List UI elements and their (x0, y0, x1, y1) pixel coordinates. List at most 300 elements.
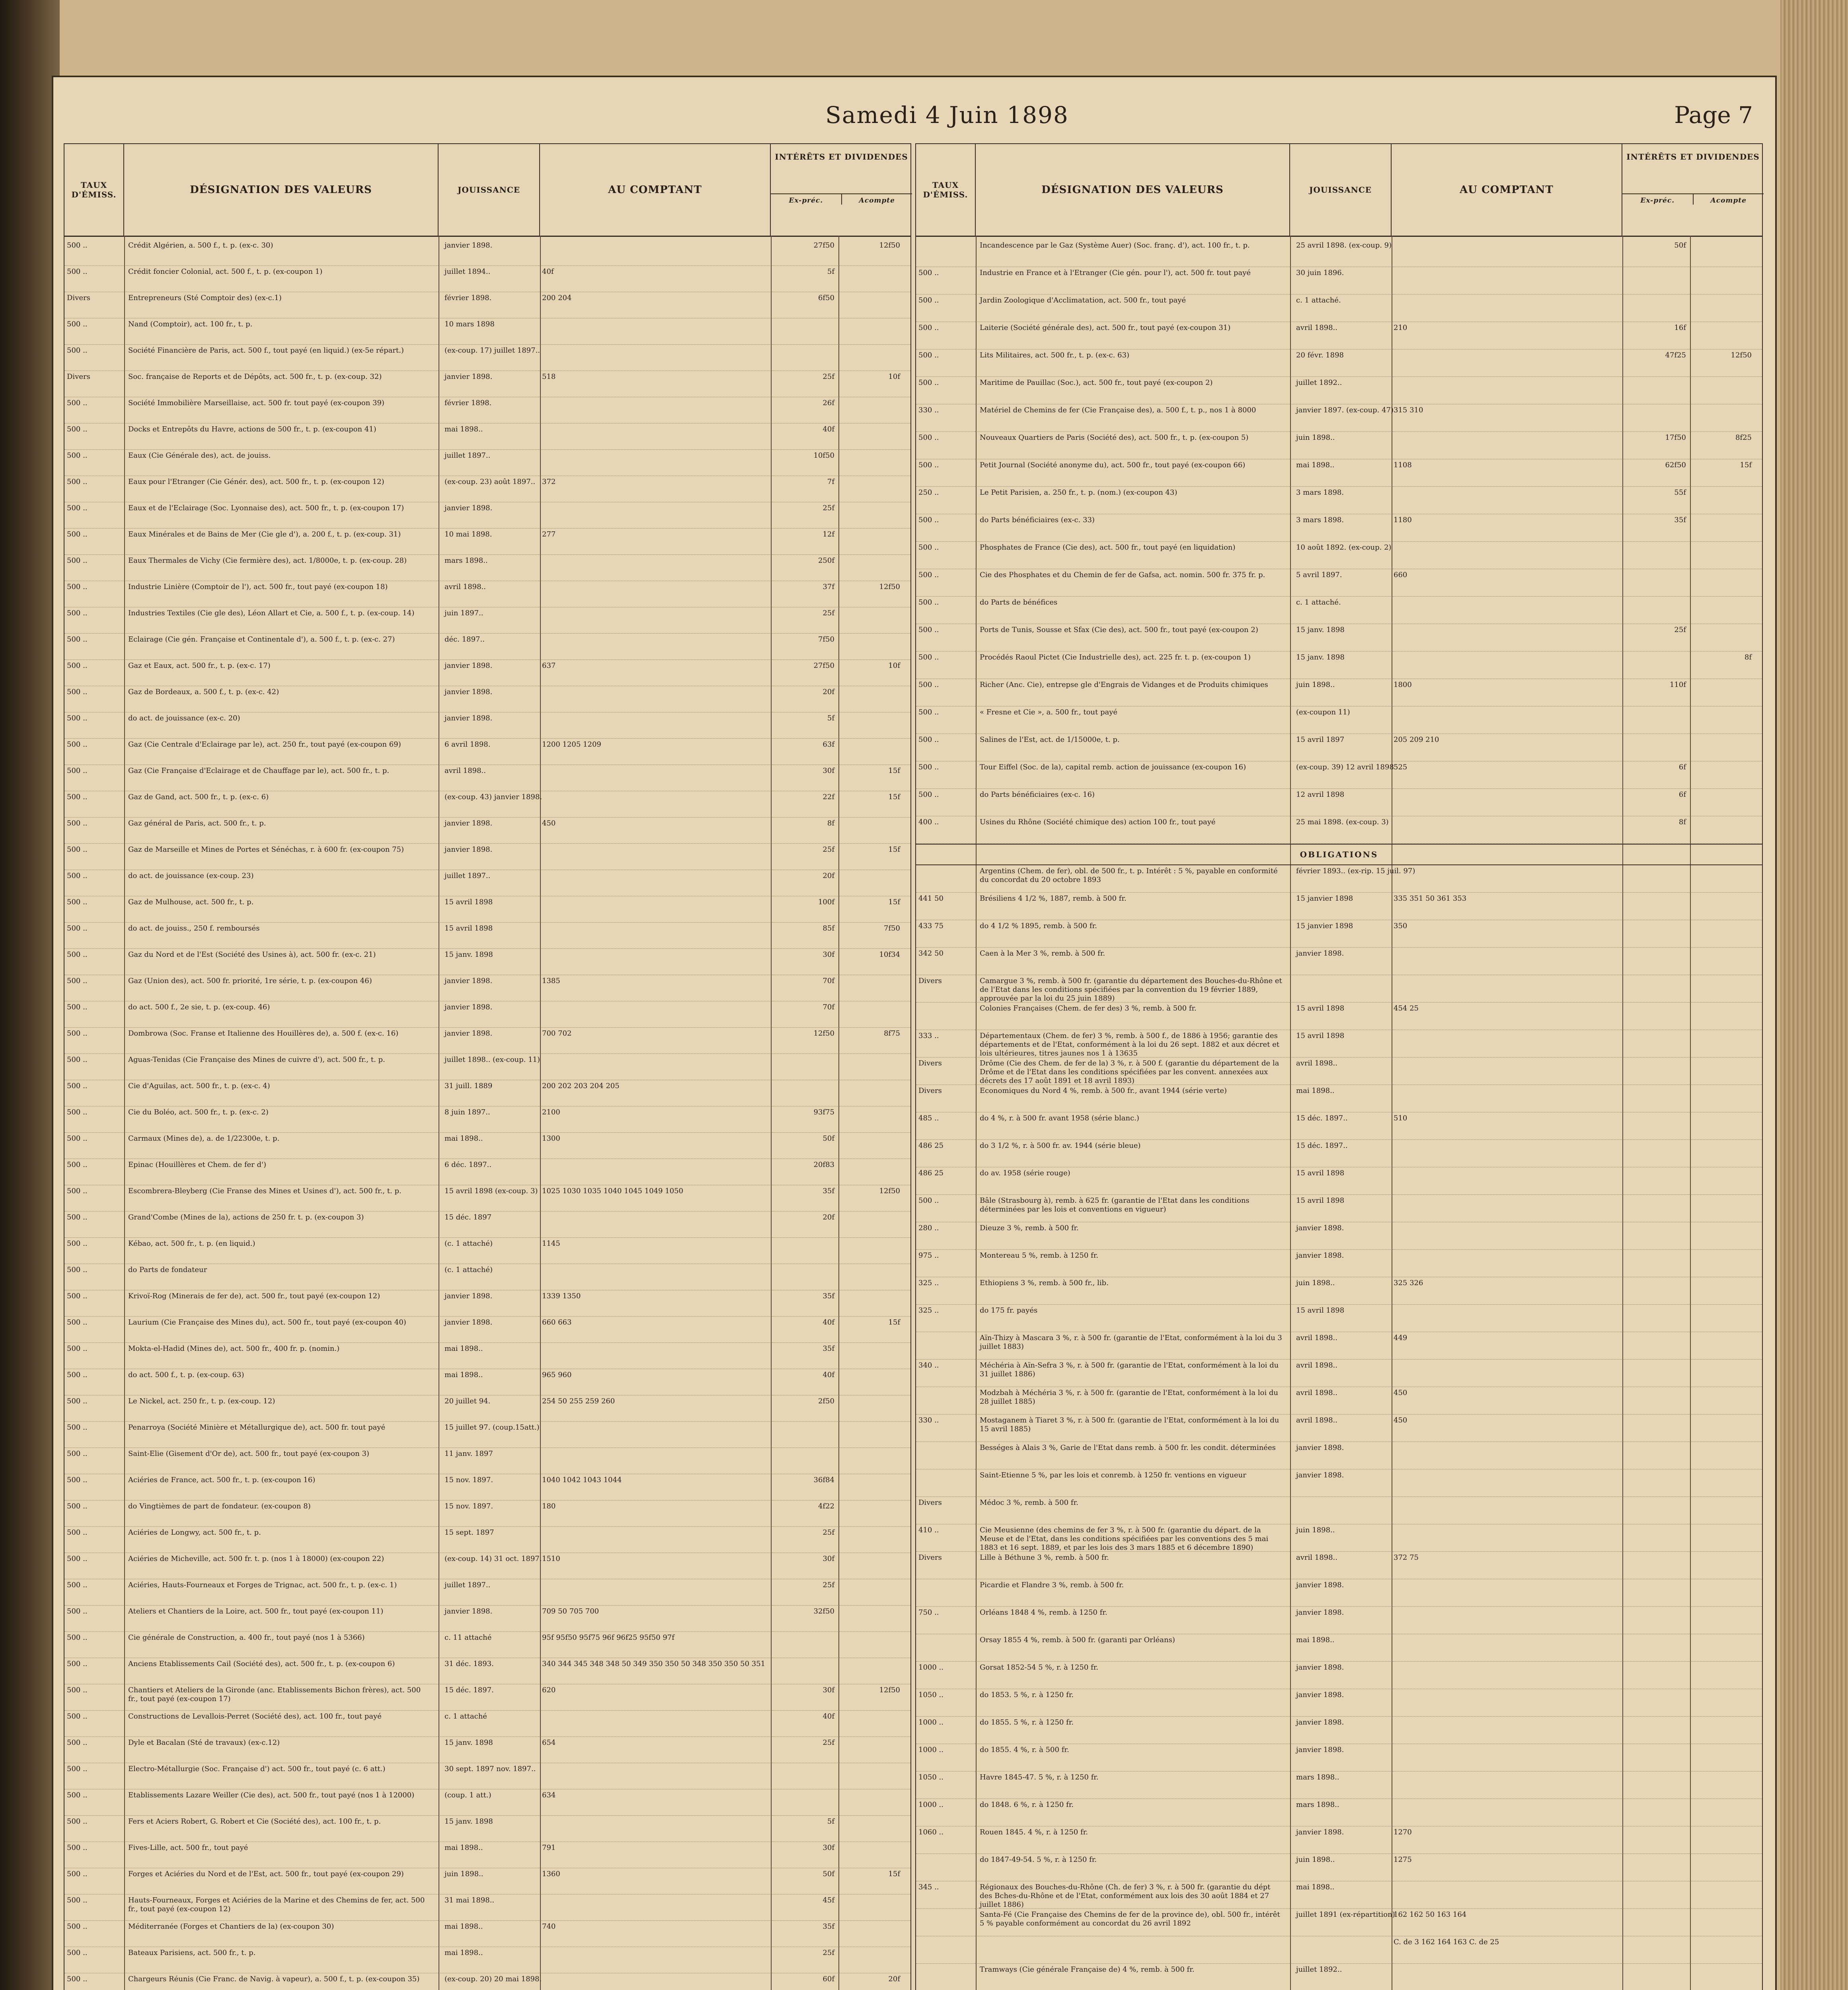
cell-jouissance: juin 1897.. (444, 609, 483, 617)
cell-jouissance: avril 1898.. (1296, 1334, 1337, 1342)
cell-designation: Epinac (Houillères et Chem. de fer d') (128, 1161, 267, 1169)
table-row (916, 349, 1762, 377)
table-row (64, 1317, 910, 1343)
cell-jouissance: mars 1898.. (1296, 1773, 1339, 1781)
cell-taux: 500 .. (67, 1213, 88, 1221)
cell-au-comptant: 518 (542, 373, 556, 381)
cell-designation: Ethiopiens 3 %, remb. à 500 fr., lib. (980, 1279, 1109, 1287)
table-row (916, 1003, 1762, 1030)
table-row (64, 1816, 910, 1842)
table-row (916, 761, 1762, 789)
cell-designation: do Parts bénéficiaires (ex-c. 16) (980, 790, 1095, 799)
table-row (64, 476, 910, 502)
cell-jouissance: janvier 1898. (444, 1003, 493, 1011)
cell-jouissance: 15 avril 1898 (444, 898, 493, 906)
cell-taux: 500 .. (67, 1712, 88, 1721)
table-row (916, 487, 1762, 514)
cell-acompte: 8f (1744, 653, 1752, 661)
cell-designation: do act. de jouiss., 250 f. remboursés (128, 924, 260, 933)
cell-jouissance: janvier 1898. (1296, 1444, 1344, 1452)
cell-jouissance: 25 avril 1898. (ex-coup. 9) (1296, 241, 1392, 250)
cell-taux: 340 .. (918, 1361, 939, 1370)
cell-jouissance: (ex-coup. 39) 12 avril 1898 (1296, 763, 1394, 771)
cell-designation: Société Immobilière Marseillaise, act. 500 fr. tout payé (ex-coupon 39) (128, 399, 384, 407)
cell-jouissance: janvier 1898. (1296, 1251, 1344, 1260)
table-row (64, 1973, 910, 1990)
table-row (64, 1579, 910, 1606)
cell-au-comptant: 654 (542, 1738, 556, 1747)
cell-acompte: 15f (1740, 461, 1752, 469)
cell-au-comptant: 372 75 (1394, 1553, 1419, 1562)
cell-jouissance: 3 mars 1898. (1296, 516, 1344, 524)
table-row (916, 240, 1762, 267)
cell-jouissance: 15 déc. 1897 (444, 1213, 492, 1221)
table-row (64, 1369, 910, 1395)
table-row (916, 542, 1762, 569)
table-row (916, 1662, 1762, 1689)
cell-ex-prec: 20f (823, 1213, 834, 1221)
col-au-comptant-right: AU COMPTANT (1392, 144, 1622, 236)
cell-ex-prec: 25f (1674, 626, 1686, 634)
table-row (916, 295, 1762, 322)
table-row (916, 569, 1762, 597)
cell-designation: Fives-Lille, act. 500 fr., tout payé (128, 1844, 248, 1852)
cell-jouissance: avril 1898.. (1296, 1361, 1337, 1370)
cell-ex-prec: 35f (1674, 516, 1686, 524)
table-row (916, 865, 1762, 893)
cell-jouissance: janvier 1898. (444, 1029, 493, 1038)
cell-taux: 500 .. (918, 626, 939, 634)
table-row (64, 765, 910, 791)
cell-jouissance: 31 déc. 1893. (444, 1660, 494, 1668)
cell-jouissance: c. 1 attaché. (1296, 296, 1341, 304)
page-edges (1780, 0, 1848, 1990)
cell-taux: 500 .. (67, 977, 88, 985)
cell-taux: 500 .. (67, 1108, 88, 1116)
cell-au-comptant: 1270 (1394, 1828, 1412, 1836)
cell-taux: 500 .. (67, 819, 88, 827)
cell-jouissance: 20 févr. 1898 (1296, 351, 1344, 359)
cell-taux: 500 .. (67, 793, 88, 801)
table-row (64, 1001, 910, 1028)
cell-ex-prec: 12f (823, 530, 834, 538)
col-designation: DÉSIGNATION DES VALEURS (124, 144, 439, 236)
cell-designation: Entrepreneurs (Sté Comptoir des) (ex-c.1) (128, 294, 282, 302)
table-row (916, 1112, 1762, 1140)
cell-ex-prec: 8f (827, 819, 834, 827)
cell-jouissance: juillet 1898.. (ex-coup. 11) (444, 1055, 540, 1064)
cell-jouissance: février 1898. (444, 399, 492, 407)
cell-au-comptant: 1800 (1394, 681, 1412, 689)
cell-au-comptant: 1108 (1394, 461, 1412, 469)
cell-designation: Usines du Rhône (Société chimique des) action 100 fr., tout payé (980, 818, 1216, 826)
table-row (916, 377, 1762, 404)
cell-designation: do 1848. 6 %, r. à 1250 fr. (980, 1801, 1074, 1809)
col-acompte: Acompte (859, 197, 895, 205)
cell-jouissance: janvier 1898. (444, 688, 493, 696)
cell-au-comptant: 2100 (542, 1108, 560, 1116)
cell-taux: 433 75 (918, 922, 943, 930)
cell-designation: do 4 %, r. à 500 fr. avant 1958 (série blanc.) (980, 1114, 1139, 1122)
cell-jouissance: 31 mai 1898.. (444, 1896, 495, 1904)
cell-ex-prec: 30f (823, 767, 834, 775)
cell-ex-prec: 110f (1669, 681, 1686, 689)
cell-designation: Dombrowa (Soc. Franse et Italienne des Houillères de), a. 500 f. (ex-c. 16) (128, 1029, 399, 1038)
cell-au-comptant: 372 (542, 478, 556, 486)
cell-au-comptant: 637 (542, 661, 556, 670)
cell-au-comptant: 510 (1394, 1114, 1407, 1122)
cell-taux: 500 .. (918, 790, 939, 799)
cell-au-comptant: 1360 (542, 1870, 560, 1878)
cell-ex-prec: 62f50 (1665, 461, 1686, 469)
table-row (916, 734, 1762, 761)
cell-taux: 500 .. (67, 1029, 88, 1038)
cell-ex-prec: 36f84 (813, 1476, 834, 1484)
cell-jouissance: 30 sept. 1897 nov. 1897.. (444, 1765, 536, 1773)
cell-taux: 500 .. (67, 1292, 88, 1300)
cell-taux: 750 .. (918, 1608, 939, 1617)
cell-designation: Gaz (Cie Centrale d'Eclairage par le), act. 250 fr., tout payé (ex-coupon 69) (128, 740, 401, 749)
col-taux: TAUX D'ÉMISS. (64, 144, 124, 236)
table-row (64, 1632, 910, 1658)
cell-designation: Ports de Tunis, Sousse et Sfax (Cie des), act. 500 fr., tout payé (ex-coupon 2) (980, 626, 1258, 634)
cell-designation: Régionaux des Bouches-du-Rhône (Ch. de fer) 3 %, r. à 500 fr. (garantie du dépt des Bches-du-Rhône et de l'Etat, conformément aux lois des 30 août 1884 et 27 juillet 1886) (980, 1883, 1271, 1909)
table-row (64, 1553, 910, 1579)
table-row (916, 948, 1762, 975)
cell-designation: do 3 1/2 %, r. à 500 fr. av. 1944 (série bleue) (980, 1141, 1141, 1150)
cell-designation: Méchéria à Aïn-Sefra 3 %, r. à 500 fr. (garantie de l'Etat, conformément à la loi du 31 juillet 1886) (980, 1361, 1279, 1378)
cell-jouissance: 15 sept. 1897 (444, 1528, 494, 1537)
cell-taux: 500 .. (67, 1187, 88, 1195)
cell-taux: 500 .. (67, 1686, 88, 1694)
cell-taux: 250 .. (918, 488, 939, 497)
cell-designation: Modzbah à Méchéria 3 %, r. à 500 fr. (garantie de l'Etat, conformément à la loi du 28 juillet 1885) (980, 1389, 1278, 1406)
cell-acompte: 12f50 (879, 241, 900, 250)
cell-designation: do 4 1/2 % 1895, remb. à 500 fr. (980, 922, 1097, 930)
cell-jouissance: mai 1898.. (1296, 1087, 1335, 1095)
cell-au-comptant: 449 (1394, 1334, 1407, 1342)
cell-taux: 500 .. (918, 736, 939, 744)
table-row (916, 432, 1762, 459)
cell-jouissance: 15 juillet 97. (coup.15att.) (444, 1423, 540, 1432)
cell-taux: 500 .. (67, 1239, 88, 1248)
cell-designation: Petit Journal (Société anonyme du), act. 500 fr., tout payé (ex-coupon 66) (980, 461, 1246, 469)
cell-ex-prec: 25f (823, 1581, 834, 1589)
cell-jouissance: janvier 1898. (444, 977, 493, 985)
cell-designation: Le Nickel, act. 250 fr., t. p. (ex-coup. 12) (128, 1397, 275, 1405)
table-row (916, 1140, 1762, 1167)
cell-designation: Jardin Zoologique d'Acclimatation, act. 500 fr., tout payé (980, 296, 1186, 304)
table-row (64, 1238, 910, 1264)
cell-au-comptant: 200 202 203 204 205 (542, 1082, 620, 1090)
cell-ex-prec: 4f22 (818, 1502, 834, 1510)
cell-jouissance: janvier 1898. (444, 714, 493, 722)
cell-designation: Grand'Combe (Mines de la), actions de 250 fr. t. p. (ex-coupon 3) (128, 1213, 364, 1221)
cell-jouissance: janvier 1898. (1296, 949, 1344, 958)
cell-jouissance: 20 juillet 94. (444, 1397, 491, 1405)
table-row (916, 679, 1762, 706)
table-row (64, 1395, 910, 1422)
col-interets (771, 144, 912, 236)
cell-taux: 500 .. (67, 425, 88, 433)
table-row (916, 1936, 1762, 1964)
cell-jouissance: 15 avril 1898 (1296, 1004, 1345, 1013)
cell-designation: do act. de jouissance (ex-coup. 23) (128, 872, 254, 880)
cell-acompte: 10f (888, 373, 900, 381)
cell-designation: Caen à la Mer 3 %, remb. à 500 fr. (980, 949, 1105, 958)
cell-designation: Tramways (Cie générale Française de) 4 %, remb. à 500 fr. (980, 1965, 1195, 1974)
table-row (64, 1658, 910, 1684)
cell-taux: 500 .. (67, 1266, 88, 1274)
table-row (916, 1360, 1762, 1387)
cell-taux: 500 .. (67, 1134, 88, 1143)
cell-taux: 975 .. (918, 1251, 939, 1260)
table-row (64, 1763, 910, 1789)
cell-ex-prec: 30f (823, 950, 834, 959)
cell-jouissance: 15 janvier 1898 (1296, 922, 1353, 930)
cell-designation: Aciéries, Hauts-Fourneaux et Forges de Trignac, act. 500 fr., t. p. (ex-c. 1) (128, 1581, 397, 1589)
cell-au-comptant: 620 (542, 1686, 556, 1694)
table-row (64, 1133, 910, 1159)
cell-jouissance: avril 1898.. (444, 583, 486, 591)
table-row (916, 1799, 1762, 1826)
cell-ex-prec: 6f (1678, 790, 1686, 799)
cell-designation: Picardie et Flandre 3 %, remb. à 500 fr. (980, 1581, 1124, 1589)
cell-ex-prec: 22f (823, 793, 834, 801)
cell-taux: 500 .. (67, 845, 88, 854)
table-row (916, 1277, 1762, 1305)
cell-ex-prec: 17f50 (1665, 433, 1686, 442)
cell-taux: 500 .. (67, 320, 88, 328)
cell-taux: 500 .. (918, 296, 939, 304)
cell-jouissance: mai 1898.. (444, 1844, 483, 1852)
table-row (64, 1106, 910, 1133)
cell-au-comptant: 200 204 (542, 294, 572, 302)
cell-taux: 500 .. (67, 1371, 88, 1379)
table-row (64, 975, 910, 1001)
cell-jouissance: janvier 1898. (444, 1318, 493, 1327)
cell-designation: Le Petit Parisien, a. 250 fr., t. p. (nom.) (ex-coupon 43) (980, 488, 1177, 497)
table-row (64, 529, 910, 555)
cell-taux: 500 .. (918, 378, 939, 387)
cell-au-comptant: 450 (1394, 1416, 1407, 1424)
cell-au-comptant: 325 326 (1394, 1279, 1423, 1287)
cell-designation: do Parts bénéficiaires (ex-c. 33) (980, 516, 1095, 524)
right-table-header (916, 144, 1762, 237)
right-column (915, 143, 1763, 1990)
cell-taux: 500 .. (67, 1318, 88, 1327)
cell-jouissance: janvier 1898. (1296, 1581, 1344, 1589)
col-taux-right: TAUX D'ÉMISS. (916, 144, 976, 236)
cell-designation: Hauts-Fourneaux, Forges et Aciéries de la Marine et des Chemins de fer, act. 500 fr., tout payé (ex-coupon 12) (128, 1896, 425, 1913)
newspaper-page (52, 76, 1777, 1990)
cell-jouissance: avril 1898.. (1296, 1059, 1337, 1067)
table-row (64, 844, 910, 870)
cell-taux: 410 .. (918, 1526, 939, 1534)
cell-designation: Eaux pour l'Etranger (Cie Génér. des), act. 500 fr., t. p. (ex-coupon 12) (128, 478, 384, 486)
cell-jouissance: 15 avril 1898 (444, 924, 493, 933)
table-row (916, 1222, 1762, 1250)
cell-jouissance: mai 1898.. (1296, 461, 1335, 469)
cell-jouissance: janvier 1898. (1296, 1608, 1344, 1617)
table-row (64, 791, 910, 817)
cell-jouissance: janvier 1898. (1296, 1718, 1344, 1727)
cell-taux: 500 .. (67, 950, 88, 959)
table-row (916, 1552, 1762, 1579)
cell-ex-prec: 40f (823, 1318, 834, 1327)
cell-au-comptant: 450 (542, 819, 556, 827)
cell-taux: 500 .. (67, 1738, 88, 1747)
cell-taux: 280 .. (918, 1224, 939, 1232)
cell-designation: Aïn-Thizy à Mascara 3 %, r. à 500 fr. (garantie de l'Etat, conformément à la loi du 3 juillet 1883) (980, 1334, 1282, 1351)
cell-taux: 500 .. (67, 1844, 88, 1852)
cell-jouissance: avril 1898.. (1296, 1389, 1337, 1397)
cell-taux: 500 .. (67, 1949, 88, 1957)
cell-designation: Economiques du Nord 4 %, remb. à 500 fr., avant 1944 (série verte) (980, 1087, 1227, 1095)
cell-jouissance: c. 11 attaché (444, 1633, 492, 1642)
cell-acompte: 15f (888, 1870, 900, 1878)
col-designation-right: DÉSIGNATION DES VALEURS (976, 144, 1290, 236)
page-number: Page 7 (1674, 101, 1753, 129)
cell-designation: Eaux et de l'Eclairage (Soc. Lyonnaise des), act. 500 fr., t. p. (ex-coupon 17) (128, 504, 404, 512)
cell-designation: Société Financière de Paris, act. 500 f., tout payé (en liquid.) (ex-5e répart.) (128, 346, 404, 355)
cell-au-comptant: 1180 (1394, 516, 1412, 524)
table-row (916, 404, 1762, 432)
cell-jouissance: 15 avril 1898 (ex-coup. 3) (444, 1187, 538, 1195)
cell-au-comptant: 1040 1042 1043 1044 (542, 1476, 622, 1484)
cell-designation: Santa-Fé (Cie Française des Chemins de fer de la province de), obl. 500 fr., intérêt 5 % payable conformément au concordat du 26 avril 1892 (980, 1910, 1280, 1928)
cell-jouissance: mai 1898.. (444, 425, 483, 433)
cell-au-comptant: 40f (542, 267, 554, 276)
cell-taux: 500 .. (67, 1896, 88, 1904)
cell-designation: Gorsat 1852-54 5 %, r. à 1250 fr. (980, 1663, 1099, 1672)
col-ex-prec-right: Ex-préc. (1622, 194, 1694, 205)
cell-au-comptant: 791 (542, 1844, 556, 1852)
cell-taux: Divers (918, 1498, 942, 1507)
cell-jouissance: 15 nov. 1897. (444, 1502, 493, 1510)
table-row (916, 597, 1762, 624)
cell-au-comptant: 1025 1030 1035 1040 1045 1049 1050 (542, 1187, 683, 1195)
cell-designation: Fers et Aciers Robert, G. Robert et Cie (Société des), act. 100 fr., t. p. (128, 1817, 381, 1826)
cell-au-comptant: 740 (542, 1922, 556, 1931)
cell-acompte: 15f (888, 793, 900, 801)
cell-designation: Industrie Linière (Comptoir de l'), act. 500 fr., tout payé (ex-coupon 18) (128, 583, 388, 591)
cell-taux: 500 .. (918, 433, 939, 442)
cell-jouissance: mai 1898.. (1296, 1636, 1335, 1644)
table-row (64, 1894, 910, 1921)
cell-ex-prec: 7f (827, 478, 834, 486)
cell-taux: 500 .. (67, 1607, 88, 1615)
table-row (916, 624, 1762, 652)
cell-taux: 500 .. (67, 1055, 88, 1064)
cell-designation: Escombrera-Bleyberg (Cie Franse des Mines et Usines d'), act. 500 fr., t. p. (128, 1187, 402, 1195)
table-row (64, 1422, 910, 1448)
cell-au-comptant: 205 209 210 (1394, 736, 1439, 744)
col-ex-prec: Ex-préc. (771, 194, 842, 205)
cell-taux: 500 .. (67, 1476, 88, 1484)
cell-jouissance: (c. 1 attaché) (444, 1239, 493, 1248)
cell-acompte: 15f (888, 845, 900, 854)
cell-designation: Penarroya (Société Minière et Métallurgique de), act. 500 fr. tout payé (128, 1423, 386, 1432)
cell-designation: Chargeurs Réunis (Cie Franc. de Navig. à vapeur), a. 500 f., t. p. (ex-coupon 35) (128, 1975, 420, 1983)
cell-taux: 500 .. (918, 543, 939, 552)
cell-ex-prec: 20f (823, 688, 834, 696)
cell-ex-prec: 93f75 (813, 1108, 834, 1116)
cell-au-comptant: 1385 (542, 977, 560, 985)
cell-taux: 500 .. (918, 571, 939, 579)
cell-designation: Laurium (Cie Française des Mines du), act. 500 fr., tout payé (ex-coupon 40) (128, 1318, 406, 1327)
cell-ex-prec: 50f (823, 1870, 834, 1878)
cell-designation: Ateliers et Chantiers de la Loire, act. 500 fr., tout payé (ex-coupon 11) (128, 1607, 384, 1615)
cell-designation: Argentins (Chem. de fer), obl. de 500 fr., t. p. Intérêt : 5 %, payable en conformité du concordat du 20 octobre 1893 (980, 867, 1278, 884)
cell-acompte: 15f (888, 767, 900, 775)
cell-designation: Forges et Aciéries du Nord et de l'Est, act. 500 fr., tout payé (ex-coupon 29) (128, 1870, 404, 1878)
table-row (916, 893, 1762, 920)
table-row (916, 1195, 1762, 1222)
cell-taux: 330 .. (918, 406, 939, 414)
cell-au-comptant: 1339 1350 (542, 1292, 581, 1300)
cell-jouissance: 15 avril 1898 (1296, 1169, 1345, 1177)
cell-jouissance: 15 janv. 1898 (444, 950, 493, 959)
cell-acompte: 8f25 (1735, 433, 1752, 442)
cell-designation: do Parts de fondateur (128, 1266, 207, 1274)
cell-designation: Industrie en France et à l'Etranger (Cie gén. pour l'), act. 500 fr. tout payé (980, 269, 1251, 277)
cell-designation: Industries Textiles (Cie gle des), Léon Allart et Cie, a. 500 f., t. p. (ex-coup. 14) (128, 609, 415, 617)
table-row (64, 502, 910, 529)
cell-designation: Nand (Comptoir), act. 100 fr., t. p. (128, 320, 253, 328)
cell-designation: Chantiers et Ateliers de la Gironde (anc. Etablissements Bichon frères), act. 500 fr., tout payé (ex-coupon 17) (128, 1686, 421, 1703)
table-row (64, 555, 910, 581)
cell-au-comptant: 1145 (542, 1239, 560, 1248)
table-row (916, 1469, 1762, 1497)
cell-jouissance: juin 1898.. (444, 1870, 483, 1878)
cell-taux: 500 .. (918, 708, 939, 716)
table-row (64, 1343, 910, 1369)
cell-au-comptant: 450 (1394, 1389, 1407, 1397)
col-acompte-right: Acompte (1710, 197, 1747, 205)
cell-taux: 500 .. (67, 1450, 88, 1458)
table-row (64, 318, 910, 345)
cell-designation: Lits Militaires, act. 500 fr., t. p. (ex-c. 63) (980, 351, 1129, 359)
cell-designation: Soc. française de Reports et de Dépôts, act. 500 fr., t. p. (ex-coup. 32) (128, 373, 382, 381)
table-row (64, 1159, 910, 1185)
table-row (64, 345, 910, 371)
cell-designation: Anciens Etablissements Cail (Société des), act. 500 fr., t. p. (ex-coupon 6) (128, 1660, 395, 1668)
cell-taux: 500 .. (67, 1161, 88, 1169)
cell-jouissance: janvier 1898. (444, 1607, 493, 1615)
cell-designation: Procédés Raoul Pictet (Cie Industrielle des), act. 225 fr. t. p. (ex-coupon 1) (980, 653, 1251, 661)
table-row (64, 1290, 910, 1317)
cell-taux: 500 .. (67, 1528, 88, 1537)
table-row (64, 1737, 910, 1763)
cell-designation: Havre 1845-47. 5 %, r. à 1250 fr. (980, 1773, 1099, 1781)
cell-designation: Nouveaux Quartiers de Paris (Société des), act. 500 fr., t. p. (ex-coupon 5) (980, 433, 1249, 442)
table-row (64, 1448, 910, 1474)
table-row (64, 1500, 910, 1527)
cell-jouissance: avril 1898.. (1296, 324, 1337, 332)
cell-designation: Gaz et Eaux, act. 500 fr., t. p. (ex-c. 17) (128, 661, 271, 670)
cell-ex-prec: 25f (823, 504, 834, 512)
cell-acompte: 15f (888, 1318, 900, 1327)
cell-jouissance: 15 avril 1898 (1296, 1032, 1345, 1040)
table-row (64, 292, 910, 318)
cell-ex-prec: 35f (823, 1922, 834, 1931)
table-row (64, 739, 910, 765)
cell-ex-prec: 45f (823, 1896, 834, 1904)
cell-designation: Aciéries de France, act. 500 fr., t. p. (ex-coupon 16) (128, 1476, 316, 1484)
cell-taux: 500 .. (67, 1922, 88, 1931)
cell-au-comptant: 315 310 (1394, 406, 1423, 414)
